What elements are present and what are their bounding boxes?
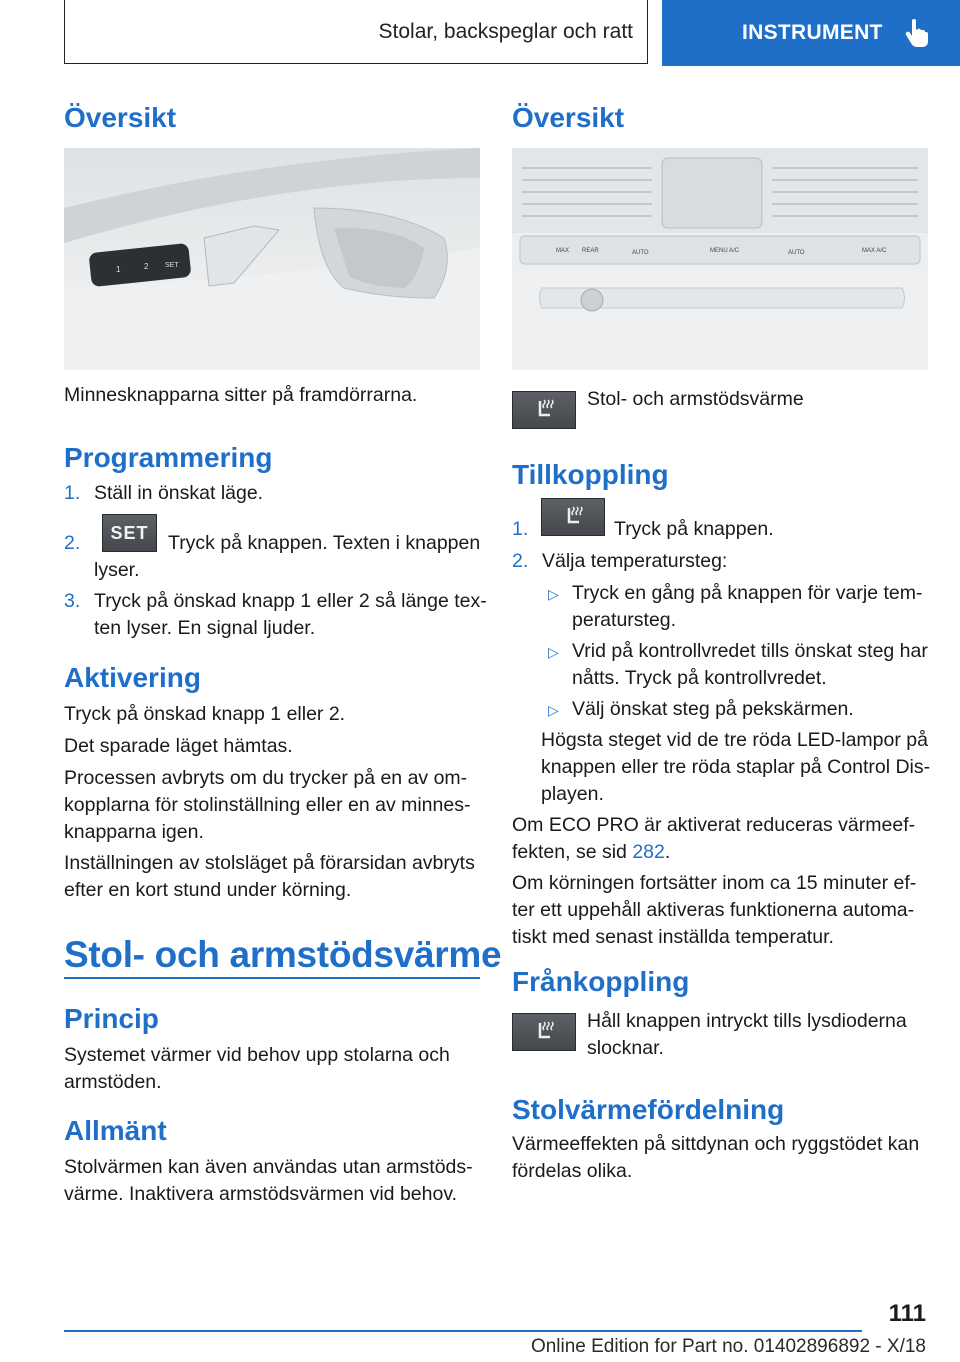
bullet-text: Välj önskat steg på pekskärmen. bbox=[572, 698, 854, 720]
programming-step-1 bbox=[64, 480, 263, 507]
right-overview-title: Översikt bbox=[512, 102, 625, 133]
activation-line-5: knapparna igen. bbox=[64, 821, 204, 843]
activation-line-7: efter en kort stund under körning. bbox=[64, 879, 352, 901]
memory-set-button-label: SET bbox=[165, 262, 179, 269]
restart-line-1: Om körningen fortsätter inom ca 15 minuter ef- bbox=[512, 872, 917, 894]
distribution-title: Stolvärmefördelning bbox=[512, 1094, 785, 1125]
bullet-2-a bbox=[548, 638, 928, 666]
step-text: Tryck på önskad knapp 1 eller 2 så länge tex- bbox=[94, 590, 487, 612]
seat-heating-button-off[interactable] bbox=[512, 1013, 576, 1051]
highest-line-2: knappen eller tre röda staplar på Control Dis- bbox=[541, 756, 931, 778]
step-number: 1. bbox=[64, 482, 81, 504]
programming-title: Programmering bbox=[64, 442, 273, 473]
activation-line-4: kopplarna för stolinställning eller en av minnes- bbox=[64, 794, 471, 816]
panel-label-rear: REAR bbox=[582, 248, 599, 254]
highest-line-1: Högsta steget vid de tre röda LED-lampor på bbox=[541, 729, 928, 751]
on-title: Tillkoppling bbox=[512, 459, 669, 490]
principle-line-1: Systemet värmer vid behov upp stolarna och bbox=[64, 1044, 450, 1066]
set-button[interactable] bbox=[102, 514, 157, 552]
bullet-3-a bbox=[548, 696, 854, 724]
edition-text: Online Edition for Part no. 01402896892 - X/18 bbox=[530, 1336, 926, 1357]
activation-title: Aktivering bbox=[64, 662, 201, 693]
memory-button-2-label: 2 bbox=[144, 262, 149, 271]
panel-label-menu: MENU A/C bbox=[710, 248, 740, 254]
bullet-triangle-icon: ▷ bbox=[548, 702, 559, 718]
eco-line-2 bbox=[512, 839, 670, 866]
programming-step-2-text-b: lyser. bbox=[94, 559, 140, 581]
step-number: 3. bbox=[64, 590, 81, 612]
principle-line-2: armstöden. bbox=[64, 1071, 162, 1093]
memory-button-1-label: 1 bbox=[116, 265, 121, 274]
restart-line-2: ter ett uppehåll aktiveras funktionerna automa- bbox=[512, 899, 915, 921]
climate-panel-illustration bbox=[512, 148, 928, 370]
on-step-1-text: Tryck på knappen. bbox=[614, 518, 774, 540]
bullet-1-b: peratursteg. bbox=[572, 609, 677, 631]
header-chapter-label: INSTRUMENT bbox=[742, 21, 883, 44]
header-section-label: Stolar, backspeglar och ratt bbox=[378, 19, 633, 43]
bullet-text: Tryck en gång på knappen för varje tem- bbox=[572, 582, 923, 604]
highest-line-3: playen. bbox=[541, 783, 604, 805]
activation-line-2: Det sparade läget hämtas. bbox=[64, 735, 293, 757]
left-overview-caption: Minnesknapparna sitter på framdörrarna. bbox=[64, 384, 418, 406]
on-step-1-num bbox=[512, 516, 542, 543]
off-title: Frånkoppling bbox=[512, 966, 690, 997]
header-section-tab[interactable] bbox=[64, 0, 648, 64]
panel-label-max: MAX bbox=[556, 248, 570, 254]
seat-heating-button-step[interactable] bbox=[541, 498, 605, 536]
distribution-line-2: fördelas olika. bbox=[512, 1160, 633, 1182]
programming-step-2-text-a: Tryck på knappen. Texten i knappen bbox=[168, 532, 481, 554]
step-number: 2. bbox=[512, 550, 529, 572]
main-section-title: Stol- och armstödsvärme bbox=[64, 934, 502, 975]
restart-line-3: tiskt med senast inställda temperatur. bbox=[512, 926, 834, 948]
panel-label-auto-right: AUTO bbox=[788, 250, 805, 256]
eco-line-1: Om ECO PRO är aktiverat reduceras värmeef- bbox=[512, 814, 916, 836]
seat-heating-icon-caption: Stol- och armstödsvärme bbox=[587, 388, 804, 410]
general-line-1: Stolvärmen kan även användas utan armstöds- bbox=[64, 1156, 473, 1178]
activation-line-1: Tryck på önskad knapp 1 eller 2. bbox=[64, 703, 346, 725]
step-number: 2. bbox=[64, 532, 81, 554]
page-number: 111 bbox=[888, 1300, 926, 1327]
page-reference-link[interactable]: 282 bbox=[632, 841, 665, 863]
left-overview-title: Översikt bbox=[64, 102, 177, 133]
activation-line-6: Inställningen av stolsläget på förarsidan avbryts bbox=[64, 852, 475, 874]
step-text: Välja temperatursteg: bbox=[542, 550, 728, 572]
programming-step-3 bbox=[64, 588, 487, 615]
footer-rule bbox=[64, 1330, 862, 1332]
seat-heating-icon bbox=[560, 504, 586, 530]
bullet-triangle-icon: ▷ bbox=[548, 586, 559, 602]
off-line-1: Håll knappen intryckt tills lysdioderna bbox=[587, 1010, 907, 1032]
eco-text-end: . bbox=[664, 841, 671, 863]
activation-line-3: Processen avbryts om du trycker på en av om- bbox=[64, 767, 468, 789]
climate-panel-image bbox=[512, 148, 928, 370]
header-chapter-tab[interactable] bbox=[662, 0, 960, 66]
general-title: Allmänt bbox=[64, 1115, 167, 1146]
on-step-2 bbox=[512, 548, 727, 575]
bullet-2-b: nåtts. Tryck på kontrollvredet. bbox=[572, 667, 827, 689]
off-line-2: slocknar. bbox=[587, 1037, 664, 1059]
panel-label-auto-left: AUTO bbox=[632, 250, 649, 256]
bullet-1-a bbox=[548, 580, 922, 608]
bullet-text: Vrid på kontrollvredet tills önskat steg har bbox=[572, 640, 928, 662]
programming-step-2-num bbox=[64, 530, 94, 557]
seat-heating-icon bbox=[531, 397, 557, 423]
bullet-triangle-icon: ▷ bbox=[548, 644, 559, 660]
programming-step-3-text-b: ten lyser. En signal ljuder. bbox=[94, 617, 316, 639]
seat-heating-button[interactable] bbox=[512, 391, 576, 429]
pointing-hand-icon bbox=[903, 18, 929, 48]
door-panel-illustration bbox=[64, 148, 480, 370]
door-memory-buttons-image bbox=[64, 148, 480, 370]
step-text: Ställ in önskat läge. bbox=[94, 482, 264, 504]
section-rule bbox=[64, 977, 480, 979]
seat-heating-icon bbox=[531, 1019, 557, 1045]
panel-label-max-ac: MAX A/C bbox=[862, 248, 887, 254]
distribution-line-1: Värmeeffekten på sittdynan och ryggstödet kan bbox=[512, 1133, 920, 1155]
step-number: 1. bbox=[512, 518, 529, 540]
principle-title: Princip bbox=[64, 1003, 159, 1034]
general-line-2: värme. Inaktivera armstödsvärmen vid behov. bbox=[64, 1183, 458, 1205]
eco-text: fekten, se sid bbox=[512, 841, 633, 863]
set-button-label: SET bbox=[110, 522, 149, 543]
